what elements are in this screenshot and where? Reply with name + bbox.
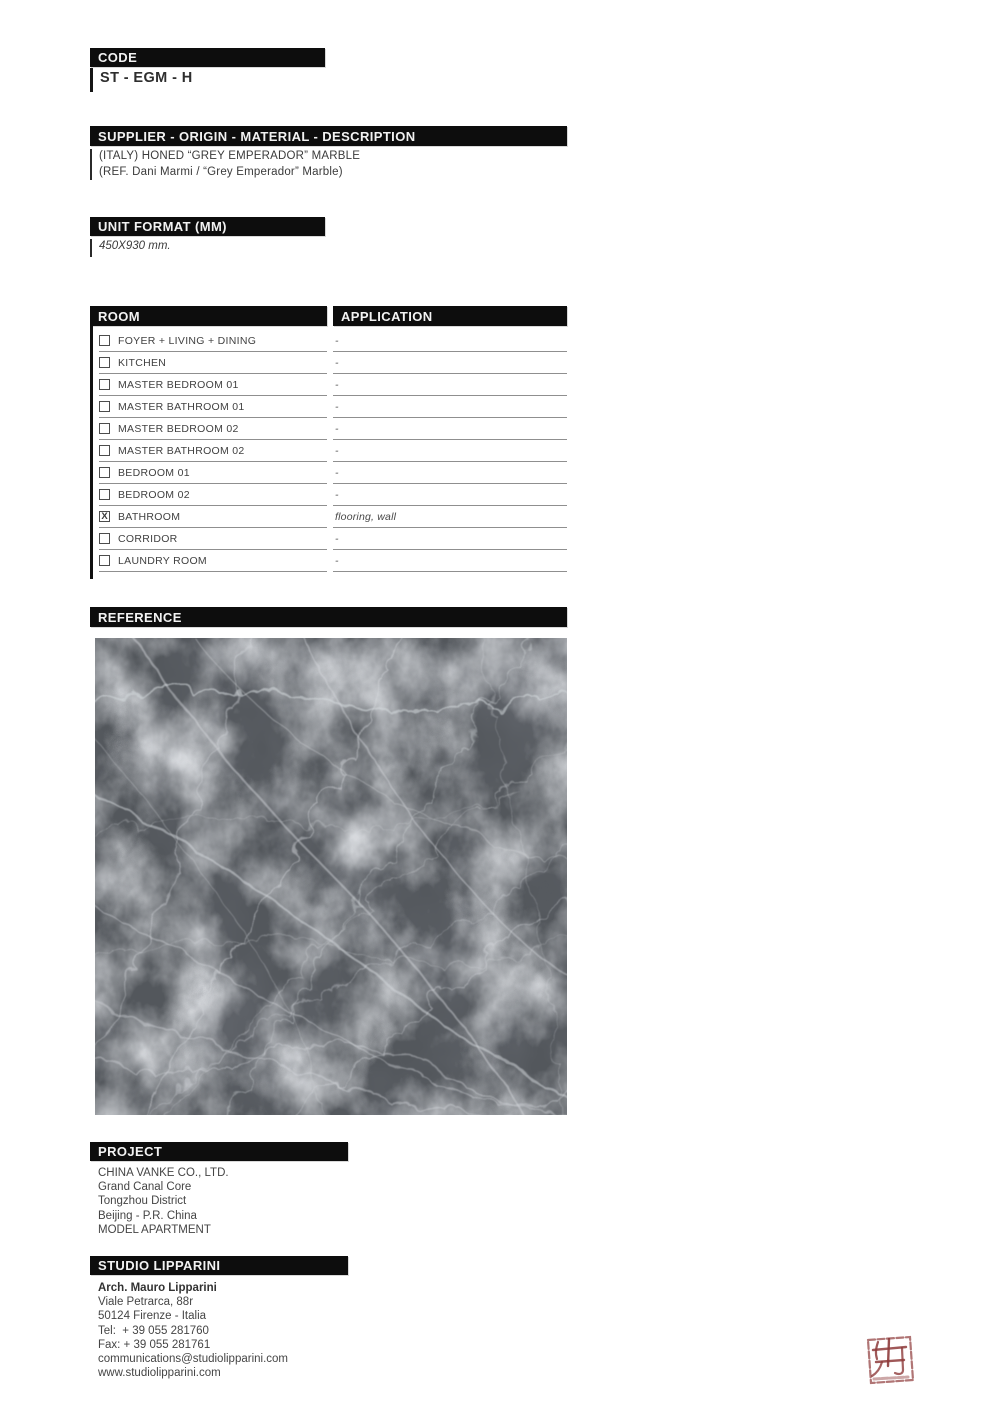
room-checkbox[interactable]	[99, 357, 110, 368]
room-cell	[99, 419, 327, 440]
studio-seal-icon	[858, 1326, 924, 1398]
room-cell	[99, 463, 327, 484]
room-cell	[99, 441, 327, 462]
room-label: MASTER BEDROOM 01	[118, 379, 239, 391]
project-detail-line: Beijing - P.R. China	[98, 1209, 197, 1222]
table-row	[90, 485, 567, 507]
application-value: -	[333, 441, 567, 462]
application-value: -	[333, 551, 567, 572]
room-label: KITCHEN	[118, 357, 167, 369]
room-cell	[99, 529, 327, 550]
checkbox-x-mark: X	[101, 510, 108, 522]
room-cell	[99, 397, 327, 418]
room-label: BATHROOM	[118, 511, 181, 523]
studio-section-header: STUDIO LIPPARINI	[90, 1256, 348, 1275]
table-row	[90, 353, 567, 375]
room-checkbox[interactable]	[99, 511, 110, 522]
studio-contact-line: Arch. Mauro Lipparini	[98, 1282, 217, 1294]
room-label: LAUNDRY ROOM	[118, 555, 207, 567]
room-rows	[90, 331, 567, 573]
application-value: -	[333, 463, 567, 484]
code-section-header: CODE	[90, 48, 325, 67]
room-checkbox[interactable]	[99, 555, 110, 566]
application-value: -	[333, 397, 567, 418]
application-value: -	[333, 485, 567, 506]
room-checkbox[interactable]	[99, 467, 110, 478]
project-section-header: PROJECT	[90, 1142, 348, 1161]
unit-format-section-header: UNIT FORMAT (MM)	[90, 217, 325, 236]
room-checkbox[interactable]	[99, 401, 110, 412]
room-cell	[99, 375, 327, 396]
table-row	[90, 375, 567, 397]
room-cell	[99, 485, 327, 506]
project-detail-line: CHINA VANKE CO., LTD.	[98, 1167, 229, 1179]
studio-contact-line: Viale Petrarca, 88r	[98, 1296, 194, 1309]
room-checkbox[interactable]	[99, 489, 110, 500]
table-row	[90, 419, 567, 441]
table-row	[90, 551, 567, 573]
project-detail-line: MODEL APARTMENT	[98, 1223, 211, 1236]
studio-contact-line: Fax: + 39 055 281761	[98, 1338, 211, 1351]
application-value: -	[333, 529, 567, 550]
project-detail-line: Tongzhou District	[98, 1195, 187, 1208]
material-description-line2: (REF. Dani Marmi / “Grey Emperador” Marble)	[99, 165, 343, 178]
room-cell	[99, 551, 327, 572]
room-label: MASTER BATHROOM 02	[118, 445, 245, 457]
room-column-header: ROOM	[90, 306, 327, 326]
application-value: flooring, wall	[333, 507, 567, 528]
room-label: BEDROOM 01	[118, 467, 190, 479]
marble-texture-graphic	[95, 638, 567, 1115]
room-checkbox[interactable]	[99, 379, 110, 390]
application-value: -	[333, 419, 567, 440]
table-row	[90, 463, 567, 485]
room-label: BEDROOM 02	[118, 489, 190, 501]
material-description	[90, 149, 360, 180]
room-checkbox[interactable]	[99, 423, 110, 434]
studio-contact-details	[98, 1281, 288, 1380]
project-details	[98, 1166, 229, 1237]
studio-contact-line: communications@studiolipparini.com	[98, 1353, 289, 1366]
table-row	[90, 397, 567, 419]
room-label: CORRIDOR	[118, 533, 178, 545]
room-label: MASTER BEDROOM 02	[118, 423, 239, 435]
room-cell	[99, 353, 327, 374]
material-description-line1: (ITALY) HONED “GREY EMPERADOR” MARBLE	[99, 150, 361, 162]
application-column-header: APPLICATION	[333, 306, 567, 326]
application-value: -	[333, 375, 567, 396]
room-checkbox[interactable]	[99, 445, 110, 456]
table-row	[90, 507, 567, 529]
project-detail-line: Grand Canal Core	[98, 1181, 192, 1194]
studio-contact-line: 50124 Firenze - Italia	[98, 1310, 207, 1323]
room-label: FOYER + LIVING + DINING	[118, 335, 257, 347]
unit-format-value: 450X930 mm.	[90, 239, 171, 257]
studio-contact-line: www.studiolipparini.com	[98, 1367, 221, 1380]
table-row	[90, 331, 567, 353]
studio-contact-line: Tel: + 39 055 281760	[98, 1324, 209, 1337]
marble-reference-image	[95, 638, 567, 1115]
material-code-value: ST - EGM - H	[90, 68, 193, 92]
room-label: MASTER BATHROOM 01	[118, 401, 245, 413]
table-row	[90, 529, 567, 551]
application-value: -	[333, 353, 567, 374]
room-cell	[99, 507, 327, 528]
table-row	[90, 441, 567, 463]
reference-section-header: REFERENCE	[90, 607, 567, 627]
room-application-table	[90, 306, 567, 576]
supplier-section-header: SUPPLIER - ORIGIN - MATERIAL - DESCRIPTION	[90, 126, 567, 146]
room-checkbox[interactable]	[99, 533, 110, 544]
room-cell	[99, 331, 327, 352]
room-checkbox[interactable]	[99, 335, 110, 346]
application-value: -	[333, 331, 567, 352]
